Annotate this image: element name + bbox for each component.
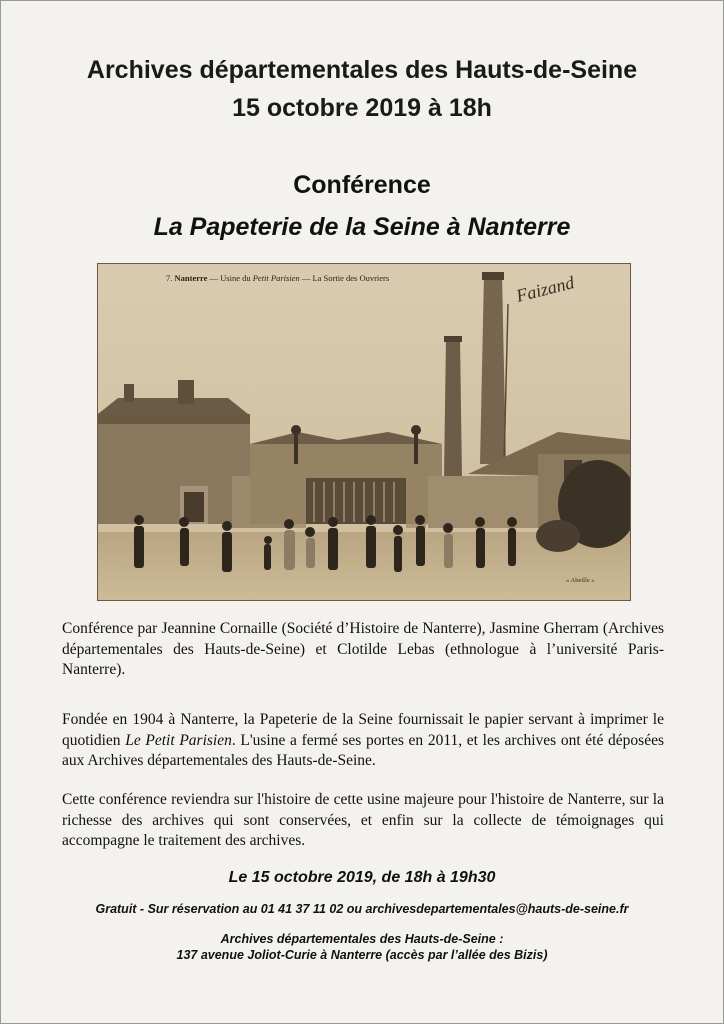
topics-paragraph: Cette conférence reviendra sur l'histoire de cette usine majeure pour l'histoire de Nanterre, sur la richesse des archives qui sont conservées, et enfin sur la collecte de témoignages qui accompagne le traitement des archives. bbox=[62, 791, 664, 849]
conference-title: La Papeterie de la Seine à Nanterre bbox=[153, 213, 571, 241]
venue-street: 137 avenue Joliot-Curie à Nanterre (accès par l’allée des Bizis) bbox=[176, 948, 548, 962]
handwritten-signature: Faizand bbox=[514, 272, 577, 306]
venue-name: Archives départementales des Hauts-de-Seine : bbox=[220, 932, 504, 946]
header bbox=[1, 51, 723, 127]
event-datetime: 15 octobre 2019 à 18h bbox=[232, 94, 492, 122]
newspaper-title: Le Petit Parisien bbox=[125, 731, 232, 749]
factory-illustration bbox=[98, 264, 630, 600]
institution-title: Archives départementales des Hauts-de-Seine bbox=[86, 56, 638, 84]
event-date-line: Le 15 octobre 2019, de 18h à 19h30 bbox=[228, 869, 496, 886]
history-paragraph: Fondée en 1904 à Nanterre, la Papeterie de la Seine fournissait le papier servant à imprimer le quotidien Le Petit Parisien. L'usine a fermé ses portes en 2011, et les archives ont été déposées aux Archives départementales des Hauts-de-Seine. bbox=[62, 711, 664, 769]
publisher-mark: « Abeille » bbox=[566, 577, 595, 584]
postcard-caption: 7. Nanterre — Usine du Petit Parisien — La Sortie des Ouvriers bbox=[166, 273, 390, 283]
speakers-paragraph: Conférence par Jeannine Cornaille (Société d’Histoire de Nanterre), Jasmine Gherram (Archives départementales des Hauts-de-Seine) et Clotilde Lebas (ethnologue à l’université Paris-Nanterre). bbox=[62, 620, 664, 678]
venue-address bbox=[1, 931, 723, 963]
postcard-photo bbox=[97, 263, 631, 601]
conference-heading bbox=[1, 164, 723, 248]
conference-label: Conférence bbox=[293, 171, 431, 199]
reservation-contact: Gratuit - Sur réservation au 01 41 37 11 02 ou archivesdepartementales@hauts-de-seine.fr bbox=[95, 902, 629, 916]
